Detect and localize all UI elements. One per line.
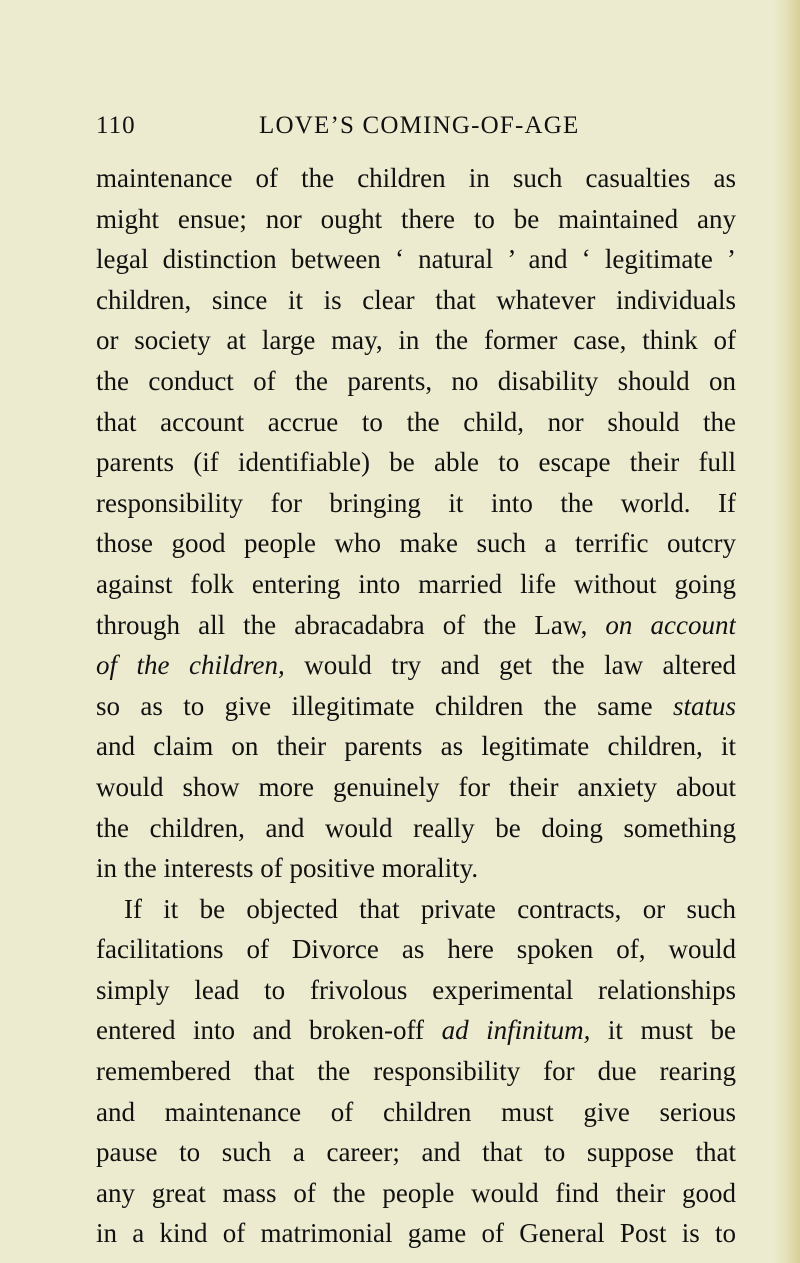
text-line: If it be objected that private contracts, or such bbox=[124, 893, 736, 924]
text-line: of the children, would try and get the law altered bbox=[96, 650, 736, 681]
text-line: against folk entering into married life without going bbox=[96, 568, 736, 599]
text-line: and claim on their parents as legitimate children, it bbox=[96, 731, 736, 762]
page-edge bbox=[774, 0, 800, 1263]
text-line: simply lead to frivolous experimental relationships bbox=[96, 974, 736, 1005]
text-line: maintenance of the children in such casualties as bbox=[96, 163, 736, 193]
running-title: LOVE’S COMING-OF-AGE bbox=[259, 112, 580, 139]
text-line: would show more genuinely for their anxiety about bbox=[96, 771, 736, 802]
text-line: parents (if identifiable) be able to escape their full bbox=[96, 447, 736, 478]
text-line: might ensue; nor ought there to be maintained any bbox=[96, 203, 736, 234]
text-line: remembered that the responsibility for due rearing bbox=[96, 1056, 736, 1087]
text-line: that account accrue to the child, nor should the bbox=[96, 406, 736, 437]
page-number: 110 bbox=[96, 112, 136, 139]
body-text bbox=[96, 158, 736, 1254]
text-line: so as to give illegitimate children the same status bbox=[96, 690, 736, 721]
text-line: through all the abracadabra of the Law, on account bbox=[96, 609, 736, 640]
text-line: and maintenance of children must give serious bbox=[96, 1096, 736, 1127]
text-line: those good people who make such a terrific outcry bbox=[96, 528, 736, 559]
italic-phrase: of the children, bbox=[96, 650, 285, 681]
text-line: the children, and would really be doing something bbox=[96, 812, 736, 843]
text-line: entered into and broken-off ad infinitum, it must be bbox=[96, 1015, 736, 1046]
page-header bbox=[96, 112, 736, 148]
text-line: children, since it is clear that whatever individuals bbox=[96, 284, 736, 315]
text-line: responsibility for bringing it into the world. If bbox=[96, 487, 736, 518]
text-line: pause to such a career; and that to suppose that bbox=[96, 1137, 736, 1168]
italic-phrase: status bbox=[672, 690, 736, 721]
text-line: or society at large may, in the former case, think of bbox=[96, 325, 736, 356]
italic-phrase: on account bbox=[605, 609, 736, 640]
text-line: the conduct of the parents, no disability should on bbox=[96, 365, 736, 396]
text-line: facilitations of Divorce as here spoken of, would bbox=[96, 934, 736, 965]
text-line: in the interests of positive morality. bbox=[96, 853, 479, 884]
text-line: any great mass of the people would find their good bbox=[96, 1177, 736, 1208]
italic-phrase: ad infinitum, bbox=[441, 1015, 591, 1046]
text-line: legal distinction between ‘ natural ’ and ‘ legitimate ’ bbox=[96, 244, 736, 275]
text-line: in a kind of matrimonial game of General Post is to bbox=[96, 1218, 736, 1249]
